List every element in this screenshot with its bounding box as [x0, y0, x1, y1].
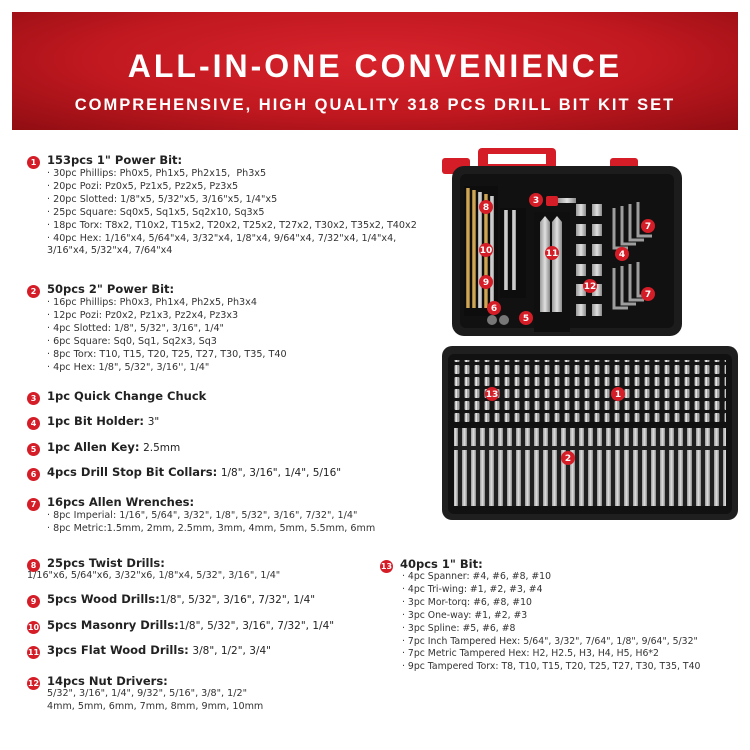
item-title: 1pc Allen Key: 2.5mm [47, 440, 181, 454]
item-title: 16pcs Allen Wrenches: [47, 495, 195, 509]
svg-text:12: 12 [583, 282, 597, 292]
svg-text:3: 3 [532, 196, 540, 206]
item-number-badge: 7 [27, 498, 40, 511]
banner-subtitle: COMPREHENSIVE, HIGH QUALITY 318 PCS DRILL BIT KIT SET [74, 96, 676, 114]
item-number-badge: 5 [27, 443, 40, 456]
header-banner [12, 12, 738, 130]
item-number-badge: 4 [27, 417, 40, 430]
item-number-badge: 3 [27, 392, 40, 405]
svg-text:13: 13 [485, 390, 499, 400]
item-number-badge: 2 [27, 285, 40, 298]
svg-text:10: 10 [479, 246, 493, 256]
item-title: 25pcs Twist Drills: [47, 556, 165, 570]
svg-text:11: 11 [545, 249, 559, 259]
item-number-badge: 12 [27, 679, 40, 688]
svg-text:9: 9 [482, 278, 490, 288]
item-details: · 8pc Imperial: 1/16", 5/64", 3/32", 1/8", 5/32", 3/16", 7/32", 1/4" · 8pc Metric:1.5mm, 2mm, 2.5mm, 3mm, 4mm, 5mm, 5.5mm, 6mm [47, 510, 376, 534]
item-number-badge: 6 [27, 468, 40, 481]
svg-text:6: 6 [490, 304, 498, 314]
item-title: 14pcs Nut Drivers: [47, 674, 168, 688]
item-title: 153pcs 1" Power Bit: [47, 153, 183, 167]
svg-text:2: 2 [564, 454, 572, 464]
svg-text:8: 8 [482, 203, 490, 213]
svg-text:7: 7 [644, 290, 652, 300]
item-details: 5/32", 3/16", 1/4", 9/32", 5/16", 3/8", 1/2" 4mm, 5mm, 6mm, 7mm, 8mm, 9mm, 10mm [47, 688, 264, 712]
svg-text:5: 5 [522, 314, 530, 324]
svg-text:4: 4 [618, 250, 626, 260]
item-details: · 16pc Phillips: Ph0x3, Ph1x4, Ph2x5, Ph3x4 · 12pc Pozi: Pz0x2, Pz1x3, Pz2x4, Pz3x3 · 4pc Slotted: 1/8", 5/32", 3/16", 1/4" · 6pc Square: Sq0, Sq1, Sq2x3, Sq3 · 8pc Torx: T10, T15, T20, T25, T27, T30, T35, T40 · 4pc Hex: 1/8", 5/32", 3/16'', 1/4" [47, 297, 287, 373]
item-title: 3pcs Flat Wood Drills: 3/8", 1/2", 3/4" [47, 643, 271, 657]
item-title: 40pcs 1" Bit: [400, 557, 483, 571]
item-title: 1pc Quick Change Chuck [47, 389, 207, 403]
item-number-badge: 9 [27, 595, 40, 608]
toolbox-case-image [442, 148, 738, 520]
item-title: 4pcs Drill Stop Bit Collars: 1/8", 3/16", 1/4", 5/16" [47, 465, 342, 479]
item-number-badge: 8 [27, 559, 40, 572]
item-number-badge: 13 [380, 562, 393, 571]
item-title: 50pcs 2" Power Bit: [47, 282, 175, 296]
item-title: 1pc Bit Holder: 3" [47, 414, 160, 428]
item-details: · 4pc Spanner: #4, #6, #8, #10 · 4pc Tri-wing: #1, #2, #3, #4 · 3pc Mor-torq: #6, #8, #10 · 3pc One-way: #1, #2, #3 · 3pc Spline: #5, #6, #8 · 7pc Inch Tampered Hex: 5/64", 3/32", 7/64", 1/8", 9/64", 5/32" · 7pc Metric Tampered Hex: H2, H2.5, H3, H4, H5, H6*2 · 9pc Tampered Torx: T8, T10, T15, T20, T25, T27, T30, T35, T40 [402, 571, 701, 673]
item-title: 5pcs Masonry Drills:1/8", 5/32", 3/16", 7/32", 1/4" [47, 618, 335, 632]
case-tray [442, 346, 738, 520]
item-number-badge: 10 [27, 623, 40, 632]
case-lid [442, 148, 682, 336]
item-number-badge: 11 [27, 648, 40, 657]
item-details: · 30pc Phillips: Ph0x5, Ph1x5, Ph2x15, Ph3x5 · 20pc Pozi: Pz0x5, Pz1x5, Pz2x5, Pz3x5 · 20pc Slotted: 1/8"x5, 5/32"x5, 3/16"x5, 1/4"x5 · 25pc Square: Sq0x5, Sq1x5, Sq2x10, Sq3x5 · 18pc Torx: T8x2, T10x2, T15x2, T20x2, T25x2, T27x2, T30x2, T35x2, T40x2 · 40pc Hex: 1/16"x4, 5/64"x4, 3/32"x4, 1/8"x4, 9/64"x4, 7/32"x4, 1/4"x4, 3/16"x4, 5/32"x4, 7/64"x4 [47, 168, 417, 257]
banner-title: ALL-IN-ONE CONVENIENCE [127, 48, 623, 84]
item-title: 5pcs Wood Drills:1/8", 5/32", 3/16", 7/32", 1/4" [47, 592, 316, 606]
svg-text:1: 1 [614, 390, 622, 400]
item-details: 1/16"x6, 5/64"x6, 3/32"x6, 1/8"x4, 5/32", 3/16", 1/4" [27, 570, 281, 581]
svg-text:7: 7 [644, 222, 652, 232]
item-number-badge: 1 [27, 156, 40, 169]
